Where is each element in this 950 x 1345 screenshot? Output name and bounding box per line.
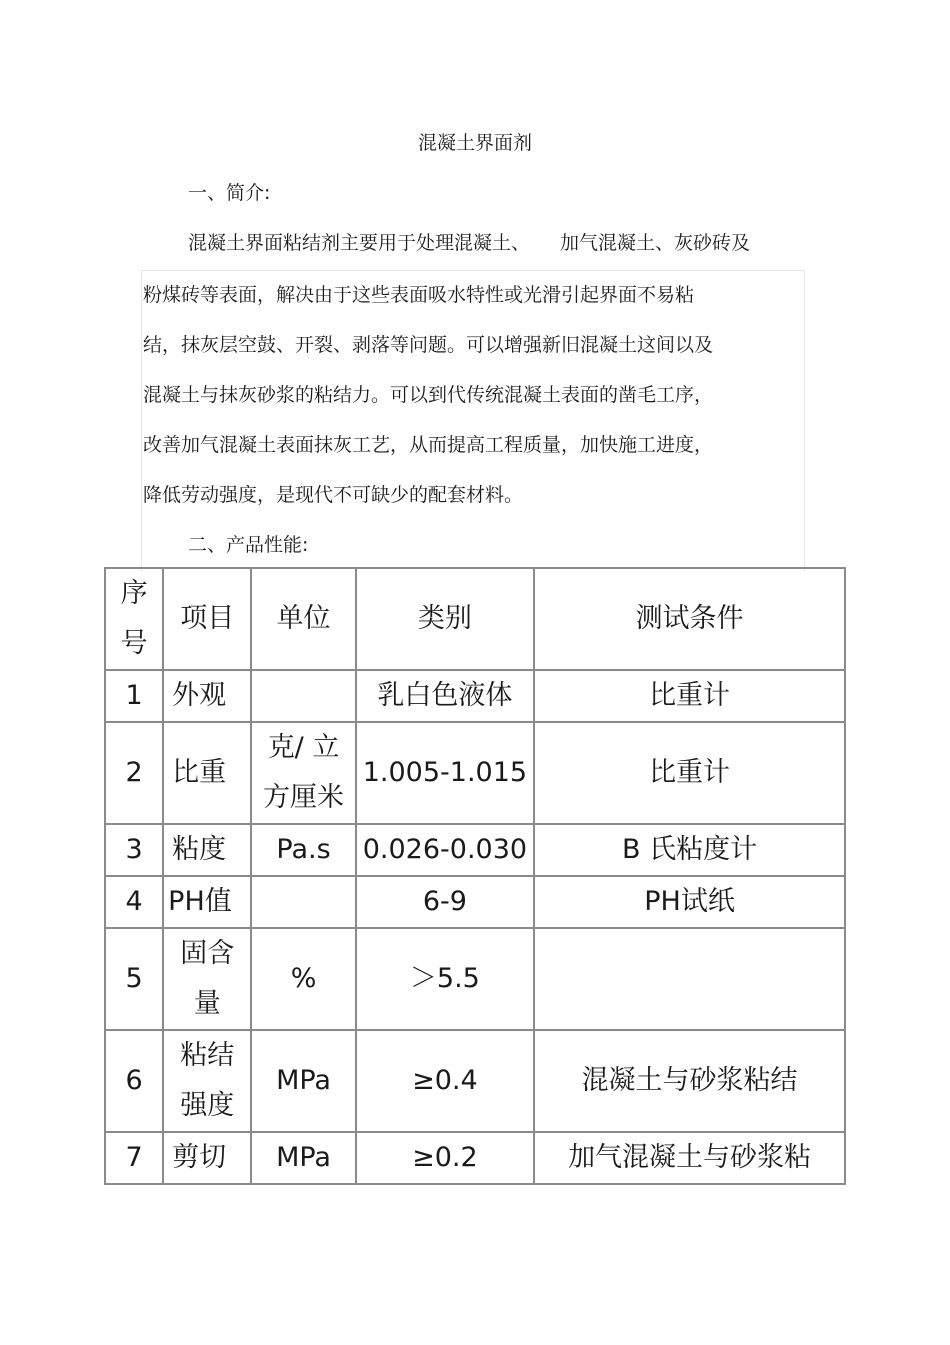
- cell-condition: 比重计: [534, 670, 845, 722]
- cell-unit: [251, 876, 355, 928]
- cell-category: ≥0.2: [356, 1132, 534, 1184]
- intro-paragraph-line-5: 改善加气混凝土表面抹灰工艺，从而提高工程质量，加快施工进度，: [143, 434, 714, 456]
- cell-seq: 5: [105, 928, 163, 1030]
- cell-condition: B 氏粘度计: [534, 824, 845, 876]
- intro-paragraph-line-2: 粉煤砖等表面，解决由于这些表面吸水特性或光滑引起界面不易粘: [143, 284, 695, 306]
- cell-item: 比重: [163, 722, 251, 824]
- cell-unit: Pa.s: [251, 824, 355, 876]
- document-title: 混凝土界面剂: [417, 132, 532, 154]
- cell-item: 固含 量: [163, 928, 251, 1030]
- cell-seq: 1: [105, 670, 163, 722]
- table-row: [105, 876, 845, 928]
- header-category: 类别: [356, 568, 534, 670]
- intro-paragraph-line-1: [188, 228, 750, 255]
- cell-category: ≥0.4: [356, 1030, 534, 1132]
- table-row: [105, 722, 845, 824]
- cell-category: 1.005-1.015: [356, 722, 534, 824]
- table-row: [105, 670, 845, 722]
- cell-item: 粘结 强度: [163, 1030, 251, 1132]
- header-seq: 序 号: [105, 568, 163, 670]
- table-row: [105, 928, 845, 1030]
- cell-unit: MPa: [251, 1132, 355, 1184]
- page-frame: [141, 270, 805, 571]
- cell-unit: [251, 670, 355, 722]
- cell-seq: 2: [105, 722, 163, 824]
- cell-category: 乳白色液体: [356, 670, 534, 722]
- cell-condition: PH试纸: [534, 876, 845, 928]
- cell-seq: 6: [105, 1030, 163, 1132]
- cell-item: 剪切: [163, 1132, 251, 1184]
- cell-category: ＞5.5: [356, 928, 534, 1030]
- intro-text-part-a: 混凝土界面粘结剂主要用于处理混凝土、: [188, 232, 531, 254]
- section-heading-performance: 二、产品性能:: [188, 534, 309, 556]
- cell-seq: 4: [105, 876, 163, 928]
- intro-paragraph-line-6: 降低劳动强度，是现代不可缺少的配套材料。: [143, 484, 524, 506]
- header-condition: 测试条件: [534, 568, 845, 670]
- table-row: [105, 1030, 845, 1132]
- header-item: 项目: [163, 568, 251, 670]
- table-row: [105, 824, 845, 876]
- cell-seq: 7: [105, 1132, 163, 1184]
- table-row: [105, 1132, 845, 1184]
- cell-unit: %: [251, 928, 355, 1030]
- section-heading-intro: 一、简介:: [188, 182, 271, 204]
- cell-condition: 加气混凝土与砂浆粘: [534, 1132, 845, 1184]
- performance-table: [104, 567, 846, 1185]
- cell-condition: 混凝土与砂浆粘结: [534, 1030, 845, 1132]
- cell-seq: 3: [105, 824, 163, 876]
- cell-item: PH值: [163, 876, 251, 928]
- cell-category: 6-9: [356, 876, 534, 928]
- cell-unit: 克/ 立 方厘米: [251, 722, 355, 824]
- cell-unit: MPa: [251, 1030, 355, 1132]
- cell-item: 外观: [163, 670, 251, 722]
- intro-text-part-b: 加气混凝土、灰砂砖及: [560, 232, 751, 254]
- intro-paragraph-line-3: 结，抹灰层空鼓、开裂、剥落等问题。可以增强新旧混凝土这间以及: [143, 334, 714, 356]
- table-header-row: [105, 568, 845, 670]
- cell-category: 0.026-0.030: [356, 824, 534, 876]
- header-unit: 单位: [251, 568, 355, 670]
- intro-paragraph-line-4: 混凝土与抹灰砂浆的粘结力。可以到代传统混凝土表面的凿毛工序，: [143, 384, 714, 406]
- cell-condition: 比重计: [534, 722, 845, 824]
- cell-item: 粘度: [163, 824, 251, 876]
- cell-condition: [534, 928, 845, 1030]
